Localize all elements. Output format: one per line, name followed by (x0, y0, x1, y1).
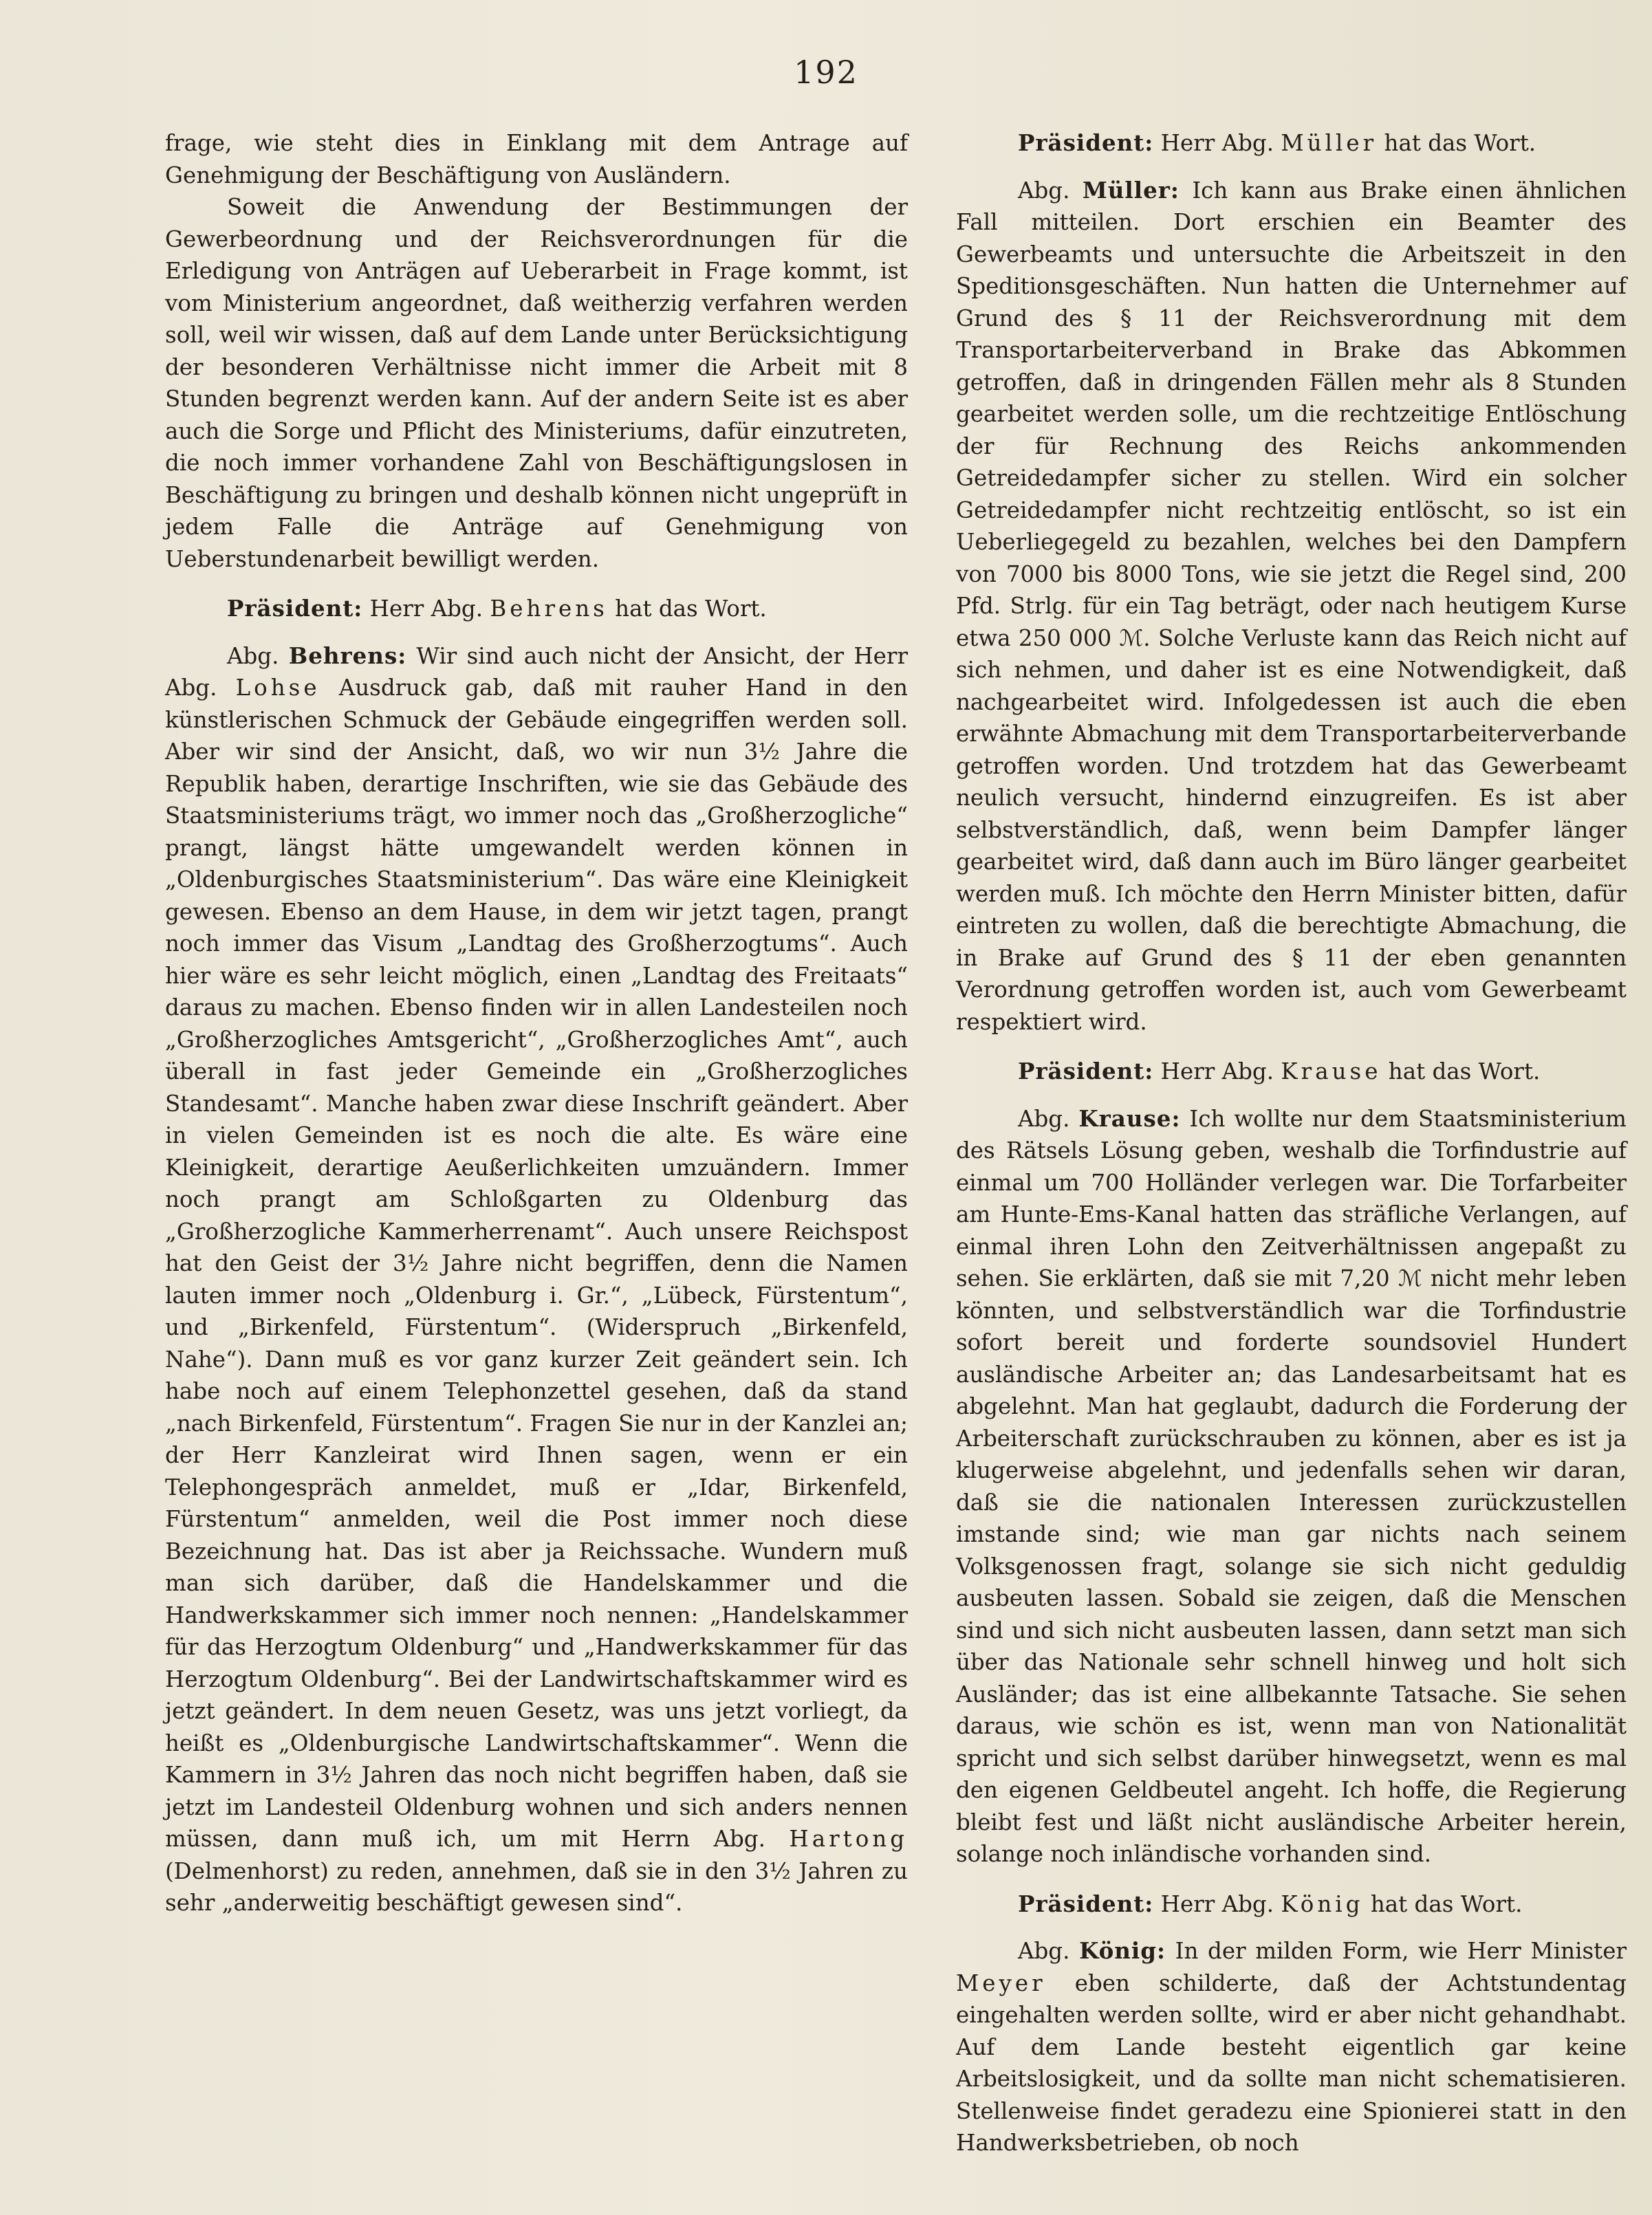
speaker-name: Müller (1281, 130, 1378, 156)
speech-text: In der milden Form, wie Herr Minister (1175, 1938, 1627, 1964)
speaker-label: Behrens: (288, 642, 407, 669)
president-label: Präsident: (1018, 1890, 1154, 1917)
president-call-behrens (165, 593, 908, 625)
speaker-label: König: (1079, 1937, 1166, 1964)
speaker-label: Krause: (1078, 1104, 1181, 1132)
president-label: Präsident: (1018, 129, 1154, 156)
speaker-name: Krause (1281, 1058, 1382, 1084)
speaker-name: König (1281, 1890, 1364, 1917)
speaker-reference: Lohse (235, 675, 320, 701)
president-text: hat das Wort. (615, 596, 767, 622)
speech-text: (Delmenhorst) zu reden, annehmen, daß sie in den 3½ Jahren zu sehr „anderweitig beschäftigt gewesen sind“. (165, 1857, 908, 1916)
speech-text: eben schilderte, daß der Achtstundentag eingehalten werden sollte, wird er aber nicht gehandhabt. Auf dem Lande besteht eigentlich gar keine Arbeitslosigkeit, und da sollte man nicht schematisieren. Stellenweise findet geradezu eine Spionierei statt in den Handwerksbetrieben, ob noch (956, 1970, 1627, 2156)
speech-behrens (165, 640, 908, 1919)
president-label: Präsident: (227, 595, 363, 622)
president-label: Präsident: (1018, 1058, 1154, 1084)
page-number: 192 (794, 54, 858, 91)
speech-mueller (956, 175, 1627, 1038)
left-column (165, 127, 908, 1919)
president-text: Herr Abg. (1160, 130, 1274, 156)
president-call-koenig (956, 1888, 1627, 1921)
speech-text: Ich kann aus Brake einen ähnlichen Fall mitteilen. Dort erschien ein Beamter des Gewerbeamts und untersuchte die Arbeitszeit in den Speditionsgeschäften. Nun hatten die Unternehmer auf Grund des § 11 der Reichsverordnung mit dem Transportarbeiterverband in Brake das Abkommen getroffen, daß in dringenden Fällen mehr als 8 Stunden gearbeitet werden solle, um die rechtzeitige Entlöschung der für Rechnung des Reichs ankommenden Getreidedampfer sicher zu stellen. Wird ein solcher Getreidedampfer nicht rechtzeitig entlöscht, so ist ein Ueberliegegeld zu bezahlen, welches bei den Dampfern von 7000 bis 8000 Tons, wie sie jetzt die Regel sind, 200 Pfd. Strlg. für ein Tag beträgt, oder nach heutigem Kurse etwa 250 000 ℳ. Solche Verluste kann das Reich nicht auf sich nehmen, und daher ist es eine Notwendigkeit, daß nachgearbeitet wird. Infolgedessen ist auch die eben erwähnte Abmachung mit dem Transportarbeiterverbande getroffen worden. Und trotzdem hat das Gewerbeamt neulich versucht, hindernd einzugreifen. Es ist aber selbstverständlich, daß, wenn beim Dampfer länger gearbeitet wird, daß dann auch im Büro länger gearbeitet werden muß. Ich möchte den Herrn Minister bitten, dafür eintreten zu wollen, daß die berechtigte Abmachung, die in Brake auf Grund des § 11 der eben genannten Verordnung getroffen worden ist, auch vom Gewerbeamt respektiert wird. (956, 177, 1627, 1035)
president-text: hat das Wort. (1384, 130, 1536, 156)
paragraph-continuation: frage, wie steht dies in Einklang mit dem Antrage auf Genehmigung der Beschäftigung von Ausländern. (165, 130, 908, 188)
right-column (956, 127, 1627, 2159)
speaker-name: Behrens (490, 596, 608, 622)
president-call-mueller (956, 127, 1627, 160)
president-text: hat das Wort. (1388, 1058, 1541, 1084)
speaker-reference: Hartong (789, 1826, 908, 1852)
speech-text: Wir sind auch nicht der Ansicht, der Herr Abg. (165, 642, 908, 701)
president-text: Herr Abg. (1160, 1890, 1274, 1917)
speaker-prefix: Abg. (1018, 1105, 1070, 1132)
speaker-prefix: Abg. (227, 642, 279, 669)
speaker-label: Müller: (1082, 176, 1180, 204)
speaker-prefix: Abg. (1018, 1938, 1070, 1964)
speaker-reference: Meyer (956, 1970, 1046, 1996)
speech-koenig (956, 1935, 1627, 2159)
president-text: Herr Abg. (369, 596, 483, 622)
speech-krause (956, 1103, 1627, 1870)
president-text: Herr Abg. (1160, 1058, 1274, 1084)
speech-text: Ich wollte nur dem Staatsministerium des Rätsels Lösung geben, weshalb die Torfindustrie auf einmal um 700 Holländer verlegen war. Die Torfarbeiter am Hunte-Ems-Kanal hatten das sträfliche Verlangen, auf einmal ihren Lohn den Zeitverhältnissen angepaßt zu sehen. Sie erklärten, daß sie mit 7,20 ℳ nicht mehr leben könnten, und selbstverständlich war die Torfindustrie sofort bereit und forderte soundsoviel Hundert ausländische Arbeiter an; das Landesarbeitsamt hat es abgelehnt. Man hat geglaubt, dadurch die Forderung der Arbeiterschaft zurückschrauben zu können, aber es ist ja klugerweise abgelehnt, und jedenfalls sehen wir daran, daß sie die nationalen Interessen zurückzustellen imstande sind; wie man gar nichts nach seinem Volksgenossen fragt, solange sie sich nicht geduldig ausbeuten lassen. Sobald sie zeigen, daß die Menschen sind und sich nicht ausbeuten lassen, dann setzt man sich über das Nationale sehr schnell hinweg und holt sich Ausländer; das ist eine allbekannte Tatsache. Sie sehen daraus, wie schön es ist, wenn man von Nationalität spricht und sich selbst darüber hinwegsetzt, wenn es mal den eigenen Geldbeutel angeht. Ich hoffe, die Regierung bleibt fest und läßt nicht ausländische Arbeiter herein, solange noch inländische vorhanden sind. (956, 1105, 1627, 1867)
speech-text: Ausdruck gab, daß mit rauher Hand in den künstlerischen Schmuck der Gebäude eingegriffen werden soll. Aber wir sind der Ansicht, daß, wo wir nun 3½ Jahre die Republik haben, derartige Inschriften, wie sie das Gebäude des Staatsministeriums trägt, wo immer noch das „Großherzogliche“ prangt, längst hätte umgewandelt werden können in „Oldenburgisches Staatsministerium“. Das wäre eine Kleinigkeit gewesen. Ebenso an dem Hause, in dem wir jetzt tagen, prangt noch immer das Visum „Landtag des Großherzogtums“. Auch hier wäre es sehr leicht möglich, einen „Landtag des Freitaats“ daraus zu machen. Ebenso finden wir in allen Landesteilen noch „Großherzogliches Amtsgericht“, „Großherzogliches Amt“, auch überall in fast jeder Gemeinde ein „Großherzogliches Standesamt“. Manche haben zwar diese Inschrift geändert. Aber in vielen Gemeinden ist es noch die alte. Es wäre eine Kleinigkeit, derartige Aeußerlichkeiten umzuändern. Immer noch prangt am Schloßgarten zu Oldenburg das „Großherzogliche Kammerherrenamt“. Auch unsere Reichspost hat den Geist der 3½ Jahre nicht begriffen, denn die Namen lauten immer noch „Oldenburg i. Gr.“, „Lübeck, Fürstentum“, und „Birkenfeld, Fürstentum“. (Widerspruch „Birkenfeld, Nahe“). Dann muß es vor ganz kurzer Zeit geändert sein. Ich habe noch auf einem Telephonzettel gesehen, daß da stand „nach Birkenfeld, Fürstentum“. Fragen Sie nur in der Kanzlei an; der Herr Kanzleirat wird Ihnen sagen, wenn er ein Telephongespräch anmeldet, muß er „Idar, Birkenfeld, Fürstentum“ anmelden, weil die Post immer noch diese Bezeichnung hat. Das ist aber ja Reichssache. Wundern muß man sich darüber, daß die Handelskammer und die Handwerkskammer sich immer noch nennen: „Handelskammer für das Herzogtum Oldenburg“ und „Handwerkskammer für das Herzogtum Oldenburg“. Bei der Landwirtschaftskammer wird es jetzt geändert. In dem neuen Gesetz, was uns jetzt vorliegt, da heißt es „Oldenburgische Landwirtschaftskammer“. Wenn die Kammern in 3½ Jahren das noch nicht begriffen haben, daß sie jetzt im Landesteil Oldenburg wohnen und sich anders nennen müssen, dann muß ich, um mit Herrn Abg. (165, 675, 909, 1852)
president-text: hat das Wort. (1370, 1890, 1523, 1917)
paragraph-ministry-statement: Soweit die Anwendung der Bestimmungen der Gewerbeordnung und der Reichsverordnungen für die Erledigung von Anträgen auf Ueberarbeit in Frage kommt, ist vom Ministerium angeordnet, daß weitherzig verfahren werden soll, weil wir wissen, daß auf dem Lande unter Berücksichtigung der besonderen Verhältnisse nicht immer die Arbeit mit 8 Stunden begrenzt werden kann. Auf der andern Seite ist es aber auch die Sorge und Pflicht des Ministeriums, dafür einzutreten, die noch immer vorhandene Zahl von Beschäftigungslosen in Beschäftigung zu bringen und deshalb können nicht ungeprüft in jedem Falle die Anträge auf Genehmigung von Ueberstundenarbeit bewilligt werden. (165, 194, 908, 572)
speaker-prefix: Abg. (1018, 177, 1070, 204)
president-call-krause (956, 1056, 1627, 1088)
